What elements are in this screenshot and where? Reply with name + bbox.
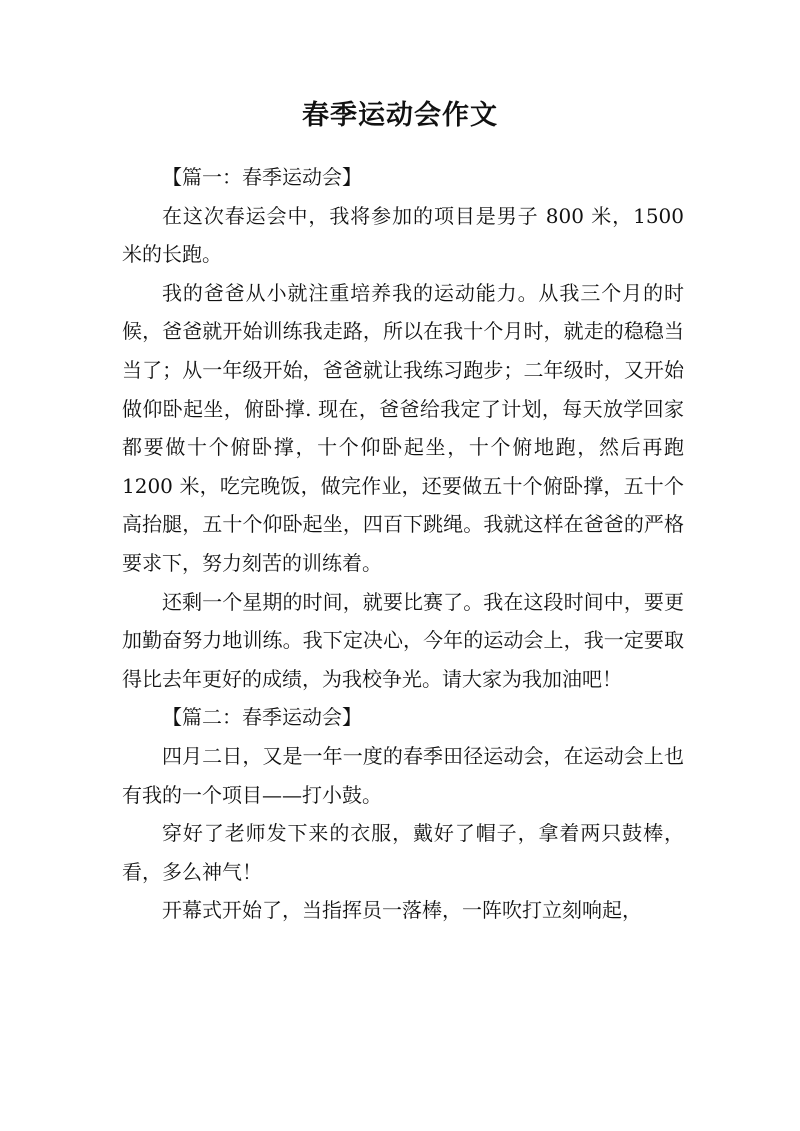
paragraph: 开幕式开始了，当指挥员一落棒，一阵吹打立刻响起， [162,898,642,923]
paragraph: 还剩一个星期的时间，就要比赛了。我在这段时间中，要更加勤奋努力地训练。我下定决心，今年的运动会上，我一定要取得比去年更好的成绩，为我校争光。请大家为我加油吧！ [122,589,684,691]
paragraph: 四月二日，又是一年一度的春季田径运动会，在运动会上也有我的一个项目——打小鼓。 [122,743,684,807]
section-heading-1: 【篇一：春季运动会】 [162,165,362,189]
paragraph: 穿好了老师发下来的衣服，戴好了帽子，拿着两只鼓棒，看，多么神气！ [122,821,684,884]
paragraph: 在这次春运会中，我将参加的项目是男子 800 米，1500 米的长跑。 [122,203,684,267]
paragraph: 我的爸爸从小就注重培养我的运动能力。从我三个月的时候，爸爸就开始训练我走路，所以在我十个月时，就走的稳稳当当了；从一年级开始，爸爸就让我练习跑步；二年级时，又开始做仰卧起坐，俯卧撑. 现在，爸爸给我定了计划，每天放学回家都要做十个俯卧撑，十个仰卧起坐，十个俯地跑，然后再跑 1200 米，吃完晚饭，做完作业，还要做五十个俯卧撑，五十个高抬腿，五十个仰卧起坐，四百下跳绳。我就这样在爸爸的严格要求下，努力刻苦的训练着。 [122,280,684,575]
document-title: 春季运动会作文 [302,100,498,131]
section-heading-2: 【篇二：春季运动会】 [162,705,362,730]
document-body [122,158,684,930]
